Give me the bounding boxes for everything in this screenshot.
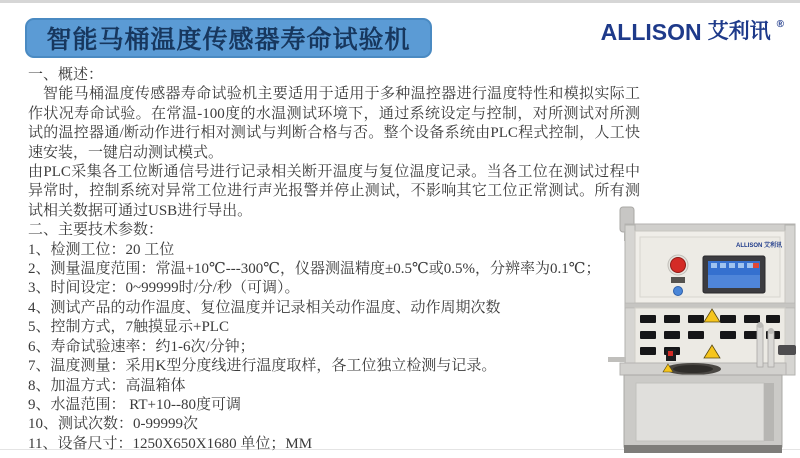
parameter-item-1: 1、检测工位：20 工位 [28,241,175,258]
lower-cabinet [624,375,782,453]
side-motor [778,345,796,355]
brand-logo [601,20,784,44]
page-title-text: 智能马桶温度传感器寿命试验机 [46,27,411,54]
registered-trademark-icon: ® [776,19,784,30]
page-title [25,18,432,58]
brand-logo-en: ALLISON [600,19,702,45]
overview-heading: 一、概述： [28,67,104,83]
overview-paragraph-2: 由PLC采集各工位断通信号进行记录相关断开温度与复位温度记录。当各工位在测试过程中异常时，控制系统对异常工位进行声光报警并停止测试，不影响其它工位正常测试。所有测试相关数据可通过USB进行导出。 [28,164,640,219]
machine-top-rail [625,224,795,231]
parameters-heading: 二、主要技术参数： [28,222,164,239]
parameter-item-5: 5、控制方式，7触摸显示+PLC [28,319,229,336]
parameter-item-6: 6、寿命试验速率：约1-6次/分钟； [28,338,255,355]
parameter-item-4: 4、测试产品的动作温度、复位温度并记录相关动作温度、动作周期次数 [28,299,501,316]
touchscreen [703,256,765,293]
parameter-item-7: 7、温度测量：采用K型分度线进行温度取样，各工位独立检测与记录。 [28,358,497,375]
machine-photo [608,195,798,453]
control-panel [635,231,785,303]
brand-logo-cn: 艾利讯 [707,20,771,43]
parameter-item-2: 2、测量温度范围：常温+10℃---300℃，仪器测温精度±0.5℃或0.5%，分辨率为0.1℃； [28,261,601,278]
machine-mid-rail [625,303,795,308]
machine-left-column [625,225,635,375]
emergency-stop-button [668,255,688,283]
parameter-item-10: 10、测试次数：0-99999次 [28,416,198,433]
parameter-item-11: 11、设备尺寸：1250X650X1680 单位；MM [28,435,313,452]
overview-paragraph-1: 智能马桶温度传感器寿命试验机主要适用于适用于多种温控器进行温度特性和模拟实际工作状况寿命试验。在常温-100度的水温测试环境下，通过系统设定与控制，对所测试对所测试的温控器通/断动作进行相对测试与判断合格与否。整个设备系统由PLC程式控制，人工快速安装，一键启动测试模式。 [28,86,640,161]
parameter-item-9: 9、水温范围： RT+10--80度可调 [28,396,241,413]
machine-photo-drawing [608,195,798,453]
document-body [28,66,640,454]
indicator-button [674,287,683,296]
parameter-item-8: 8、加温方式：高温箱体 [28,377,186,394]
panel-brand-label: ALLISON 艾利讯 [736,243,782,249]
parameter-item-3: 3、时间设定：0~99999时/分/秒（可调）。 [28,280,300,297]
